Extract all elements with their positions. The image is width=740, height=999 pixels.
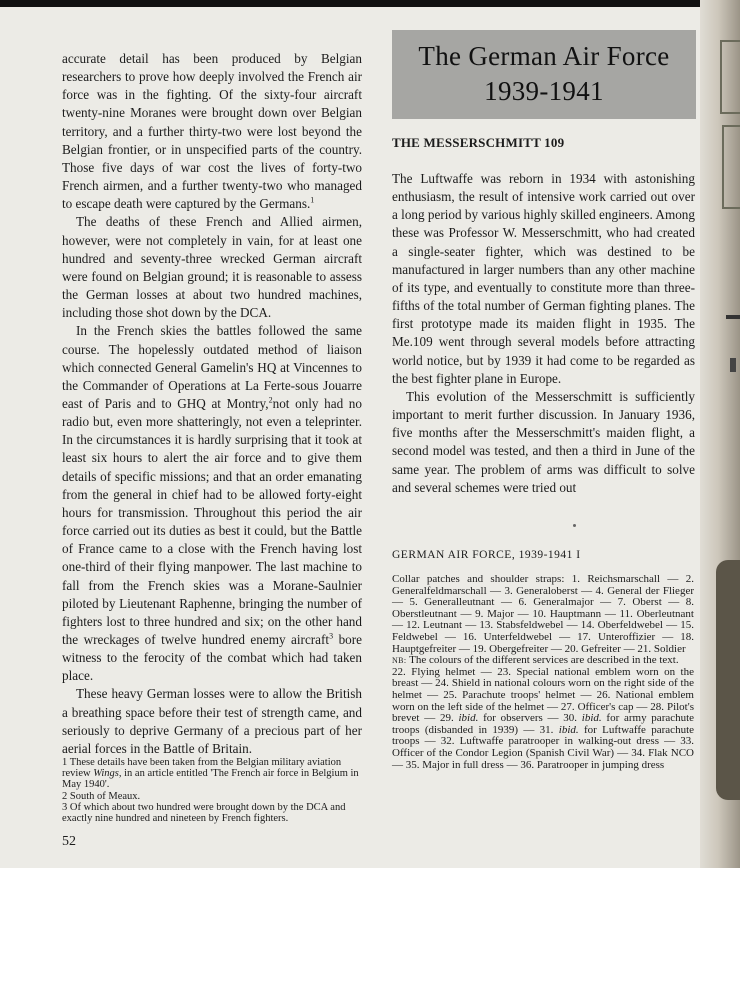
plate-collar-text: Collar patches and shoulder straps: 1. Reichsmarschall — 2. Generalfeldmarschall — 3. Generaloberst — 4. General der Flieger — 5. Generalleutnant — 6. Generalmajor — 7. Oberst — 8. Oberstleutnant — 9. Major — 10. Hauptmann — 11. Oberleutnant — 12. Leutnant — 13. Stabsfeldwebel — 14. Oberfeldwebel — 15. Feldwebel — 16. Unterfeldwebel — 17. Unteroffizier — 18. Hauptgefreiter — 19. Obergefreiter — 20. Gefreiter — 21. Soldier: [392, 573, 694, 655]
left-column: [62, 50, 362, 758]
plate-items: 22. Flying helmet — 23. Special national emblem worn on the breast — 24. Shield in national colours worn on the right side of the helmet — 25. Parachute troops' helmet — 26. National emblem worn on the left side of the helmet — 27. Officer's cap — 28. Pilot's brevet — 29. ibid. for observers — 30. ibid. for army parachute troops (disbanded in 1939) — 31. ibid. for Luftwaffe parachute troops — 32. Luftwaffe paratrooper in walking-out dress — 33. Officer of the Condor Legion (Spanish Civil War) — 34. Flak NCO — 35. Major in full dress — 36. Paratrooper in jumping dress: [392, 665, 695, 771]
footnote-marker-1: 1: [310, 195, 315, 205]
illustration-fragment-3: [726, 315, 740, 319]
footnote-1: 1 These details have been taken from the Belgian military aviation review Wings, in an article entitled 'The French air force in Belgium in May 1940'.: [62, 757, 359, 791]
plate-caption: [392, 574, 694, 771]
illustration-fragment-2: [722, 125, 740, 209]
footnote-3: 3 Of which about two hundred were brought down by the DCA and exactly nine hundred and nineteen by French fighters.: [62, 801, 346, 825]
left-paragraph-2: The deaths of these French and Allied airmen, however, were not completely in vain, for at least one hundred and seventy-three wrecked German aircraft were found on Belgian ground; it is reasonable to assess the German losses at about two hundred machines, including those shot down by the DCA.: [62, 214, 362, 321]
top-edge-bar: [0, 0, 740, 7]
chapter-title-box: [392, 30, 696, 119]
illustration-fragment-1: [720, 40, 740, 114]
footnotes: [62, 757, 362, 824]
chapter-title-line-1: The German Air Force: [418, 41, 670, 71]
page-number: 52: [62, 834, 76, 849]
left-paragraph-1: accurate detail has been produced by Belgian researchers to prove how deeply involved the French air force was in the fighting. Of the sixty-four aircraft twenty-nine Moranes were brought down over Belgian territory, and a further thirty-two were lost beyond the Belgian frontier, or in unspecified parts of the country. Those five days of war cost the lives of forty-two French airmen, and a further twenty-two who managed to escape death were captured by the Germans.$^1$: [62, 51, 362, 212]
plate-nb: NB: The colours of the different services are described in the text.: [392, 654, 679, 667]
plate-heading: GERMAN AIR FORCE, 1939-1941 I: [392, 549, 581, 561]
section-heading: THE MESSERSCHMITT 109: [392, 135, 565, 150]
facing-page-edge: [700, 0, 740, 868]
right-paragraph-1: The Luftwaffe was reborn in 1934 with astonishing enthusiasm, the result of intensive work carried out over a long period by various highly skilled engineers. Among these was Professor W. Messerschmitt, who had created a single-seater fighter, which was destined to be manufactured in larger numbers than any other machine of its type, and eventually to constitute more than three-fifths of the total number of German fighting planes. The first prototype made its maiden flight in 1935. The Me.109 went through several models before attracting world notice, but by 1939 it had come to be regarded as the best fighter plane in Europe.: [392, 171, 695, 386]
print-mark: [573, 524, 576, 527]
right-paragraph-2: This evolution of the Messerschmitt is sufficiently important to merit further discussion. In January 1936, five months after the Messerschmitt's maiden flight, a second model was tested, and then a third in June of the same year. The problem of arms was difficult to solve and several schemes were tried out: [392, 388, 695, 495]
illustration-fragment-4: [730, 358, 736, 372]
footnote-2: 2 South of Meaux.: [62, 790, 141, 802]
left-paragraph-4: These heavy German losses were to allow the British a breathing space before their test of strength came, and seriously to deprive Germany of a precious part of her aerial forces in the Battle of Britain.: [62, 686, 362, 756]
chapter-title-line-2: 1939-1941: [484, 76, 604, 106]
illustration-fragment-5: [716, 560, 740, 800]
left-paragraph-3: In the French skies the battles followed the same course. The hopelessly outdated method of liaison which connected General Gamelin's HQ at Vincennes to the Commander of Operations at La Ferte-sous Jouarre east of Paris and to GHQ at Montry,$^2$not only had no radio but, even more shatteringly, not even a teleprinter. In the circumstances it is hardly surprising that it took at least six hours to alert the air force and to give them details of specific missions; and that an order emanating from the general in chief had to be allowed forty-eight hours for transmission. Throughout this period the air force carried out its duties as best it could, but the Battle of France came to a close with the French having lost one-third of their flying manpower. The last machine to fall from the French skies was a Morane-Saulnier piloted by Lieutenant Raphenne, bringing the number of fighters lost to three hundred and six; on the other hand the wreckages of twelve hundred enemy aircraft$^3$ bore witness to the ferocity of the combat which had taken place.: [62, 323, 363, 684]
footnote-marker-3: 3: [329, 631, 334, 641]
right-column: [392, 170, 695, 497]
footnote-marker-2: 2: [268, 395, 273, 405]
